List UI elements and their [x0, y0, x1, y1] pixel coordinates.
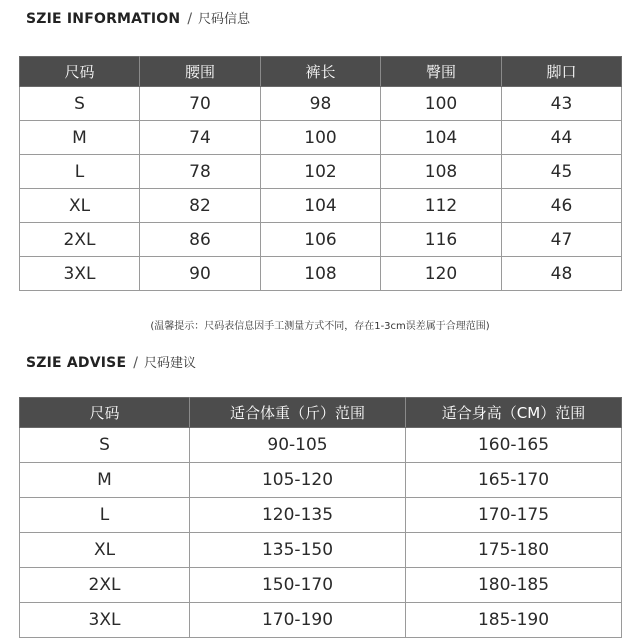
- cell-size: 3XL: [20, 603, 190, 638]
- cell-length: 100: [261, 121, 381, 155]
- column-header-size: 尺码: [20, 398, 190, 428]
- size-advise-header: [20, 398, 622, 428]
- table-row: [20, 603, 622, 638]
- measurement-tip-note: (温馨提示：尺码表信息因手工测量方式不同，存在1-3cm误差属于合理范围): [150, 321, 490, 332]
- cell-waist: 70: [140, 87, 261, 121]
- cell-weight-range: 105-120: [190, 463, 406, 498]
- size-information-header: [20, 57, 622, 87]
- cell-size: 3XL: [20, 257, 140, 291]
- section-title-en: SZIE ADVISE: [26, 355, 127, 371]
- cell-size: S: [20, 87, 140, 121]
- cell-hem: 45: [502, 155, 622, 189]
- cell-size: M: [20, 121, 140, 155]
- cell-weight-range: 150-170: [190, 568, 406, 603]
- cell-waist: 78: [140, 155, 261, 189]
- table-row: [20, 257, 622, 291]
- cell-size: S: [20, 428, 190, 463]
- section-title-cn: 尺码建议: [143, 356, 196, 371]
- cell-size: M: [20, 463, 190, 498]
- table-row: [20, 463, 622, 498]
- cell-size: 2XL: [20, 568, 190, 603]
- size-advise-title: [26, 352, 196, 371]
- cell-length: 104: [261, 189, 381, 223]
- cell-size: L: [20, 498, 190, 533]
- cell-length: 98: [261, 87, 381, 121]
- column-header-waist: 腰围: [140, 57, 261, 87]
- cell-length: 108: [261, 257, 381, 291]
- cell-size: XL: [20, 533, 190, 568]
- cell-size: 2XL: [20, 223, 140, 257]
- table-row: [20, 498, 622, 533]
- cell-hip: 116: [381, 223, 502, 257]
- table-row: [20, 155, 622, 189]
- cell-weight-range: 135-150: [190, 533, 406, 568]
- size-information-table: [19, 56, 622, 291]
- table-row: [20, 533, 622, 568]
- cell-hem: 46: [502, 189, 622, 223]
- cell-height-range: 165-170: [406, 463, 622, 498]
- cell-hem: 43: [502, 87, 622, 121]
- cell-weight-range: 170-190: [190, 603, 406, 638]
- cell-weight-range: 120-135: [190, 498, 406, 533]
- column-header-hem: 脚口: [502, 57, 622, 87]
- table-row: [20, 223, 622, 257]
- cell-waist: 74: [140, 121, 261, 155]
- cell-waist: 90: [140, 257, 261, 291]
- size-advise-table: [19, 397, 622, 638]
- cell-hip: 112: [381, 189, 502, 223]
- cell-height-range: 180-185: [406, 568, 622, 603]
- table-row: [20, 428, 622, 463]
- cell-hip: 100: [381, 87, 502, 121]
- cell-height-range: 160-165: [406, 428, 622, 463]
- cell-length: 106: [261, 223, 381, 257]
- cell-size: XL: [20, 189, 140, 223]
- table-row: [20, 189, 622, 223]
- cell-hem: 48: [502, 257, 622, 291]
- cell-weight-range: 90-105: [190, 428, 406, 463]
- cell-hip: 108: [381, 155, 502, 189]
- cell-length: 102: [261, 155, 381, 189]
- column-header-length: 裤长: [261, 57, 381, 87]
- table-row: [20, 87, 622, 121]
- title-separator: /: [133, 355, 138, 371]
- column-header-height-range: 适合身高（CM）范围: [406, 398, 622, 428]
- column-header-size: 尺码: [20, 57, 140, 87]
- cell-height-range: 185-190: [406, 603, 622, 638]
- cell-size: L: [20, 155, 140, 189]
- title-separator: /: [187, 11, 193, 27]
- column-header-hip: 臀围: [381, 57, 502, 87]
- cell-hip: 104: [381, 121, 502, 155]
- cell-height-range: 170-175: [406, 498, 622, 533]
- header-row: [20, 398, 622, 428]
- cell-hip: 120: [381, 257, 502, 291]
- table-row: [20, 568, 622, 603]
- cell-height-range: 175-180: [406, 533, 622, 568]
- size-information-title: [26, 8, 250, 27]
- cell-hem: 47: [502, 223, 622, 257]
- cell-waist: 86: [140, 223, 261, 257]
- cell-waist: 82: [140, 189, 261, 223]
- column-header-weight-range: 适合体重（斤）范围: [190, 398, 406, 428]
- header-row: [20, 57, 622, 87]
- table-row: [20, 121, 622, 155]
- section-title-cn: 尺码信息: [198, 12, 251, 27]
- cell-hem: 44: [502, 121, 622, 155]
- section-title-en: SZIE INFORMATION: [26, 11, 181, 27]
